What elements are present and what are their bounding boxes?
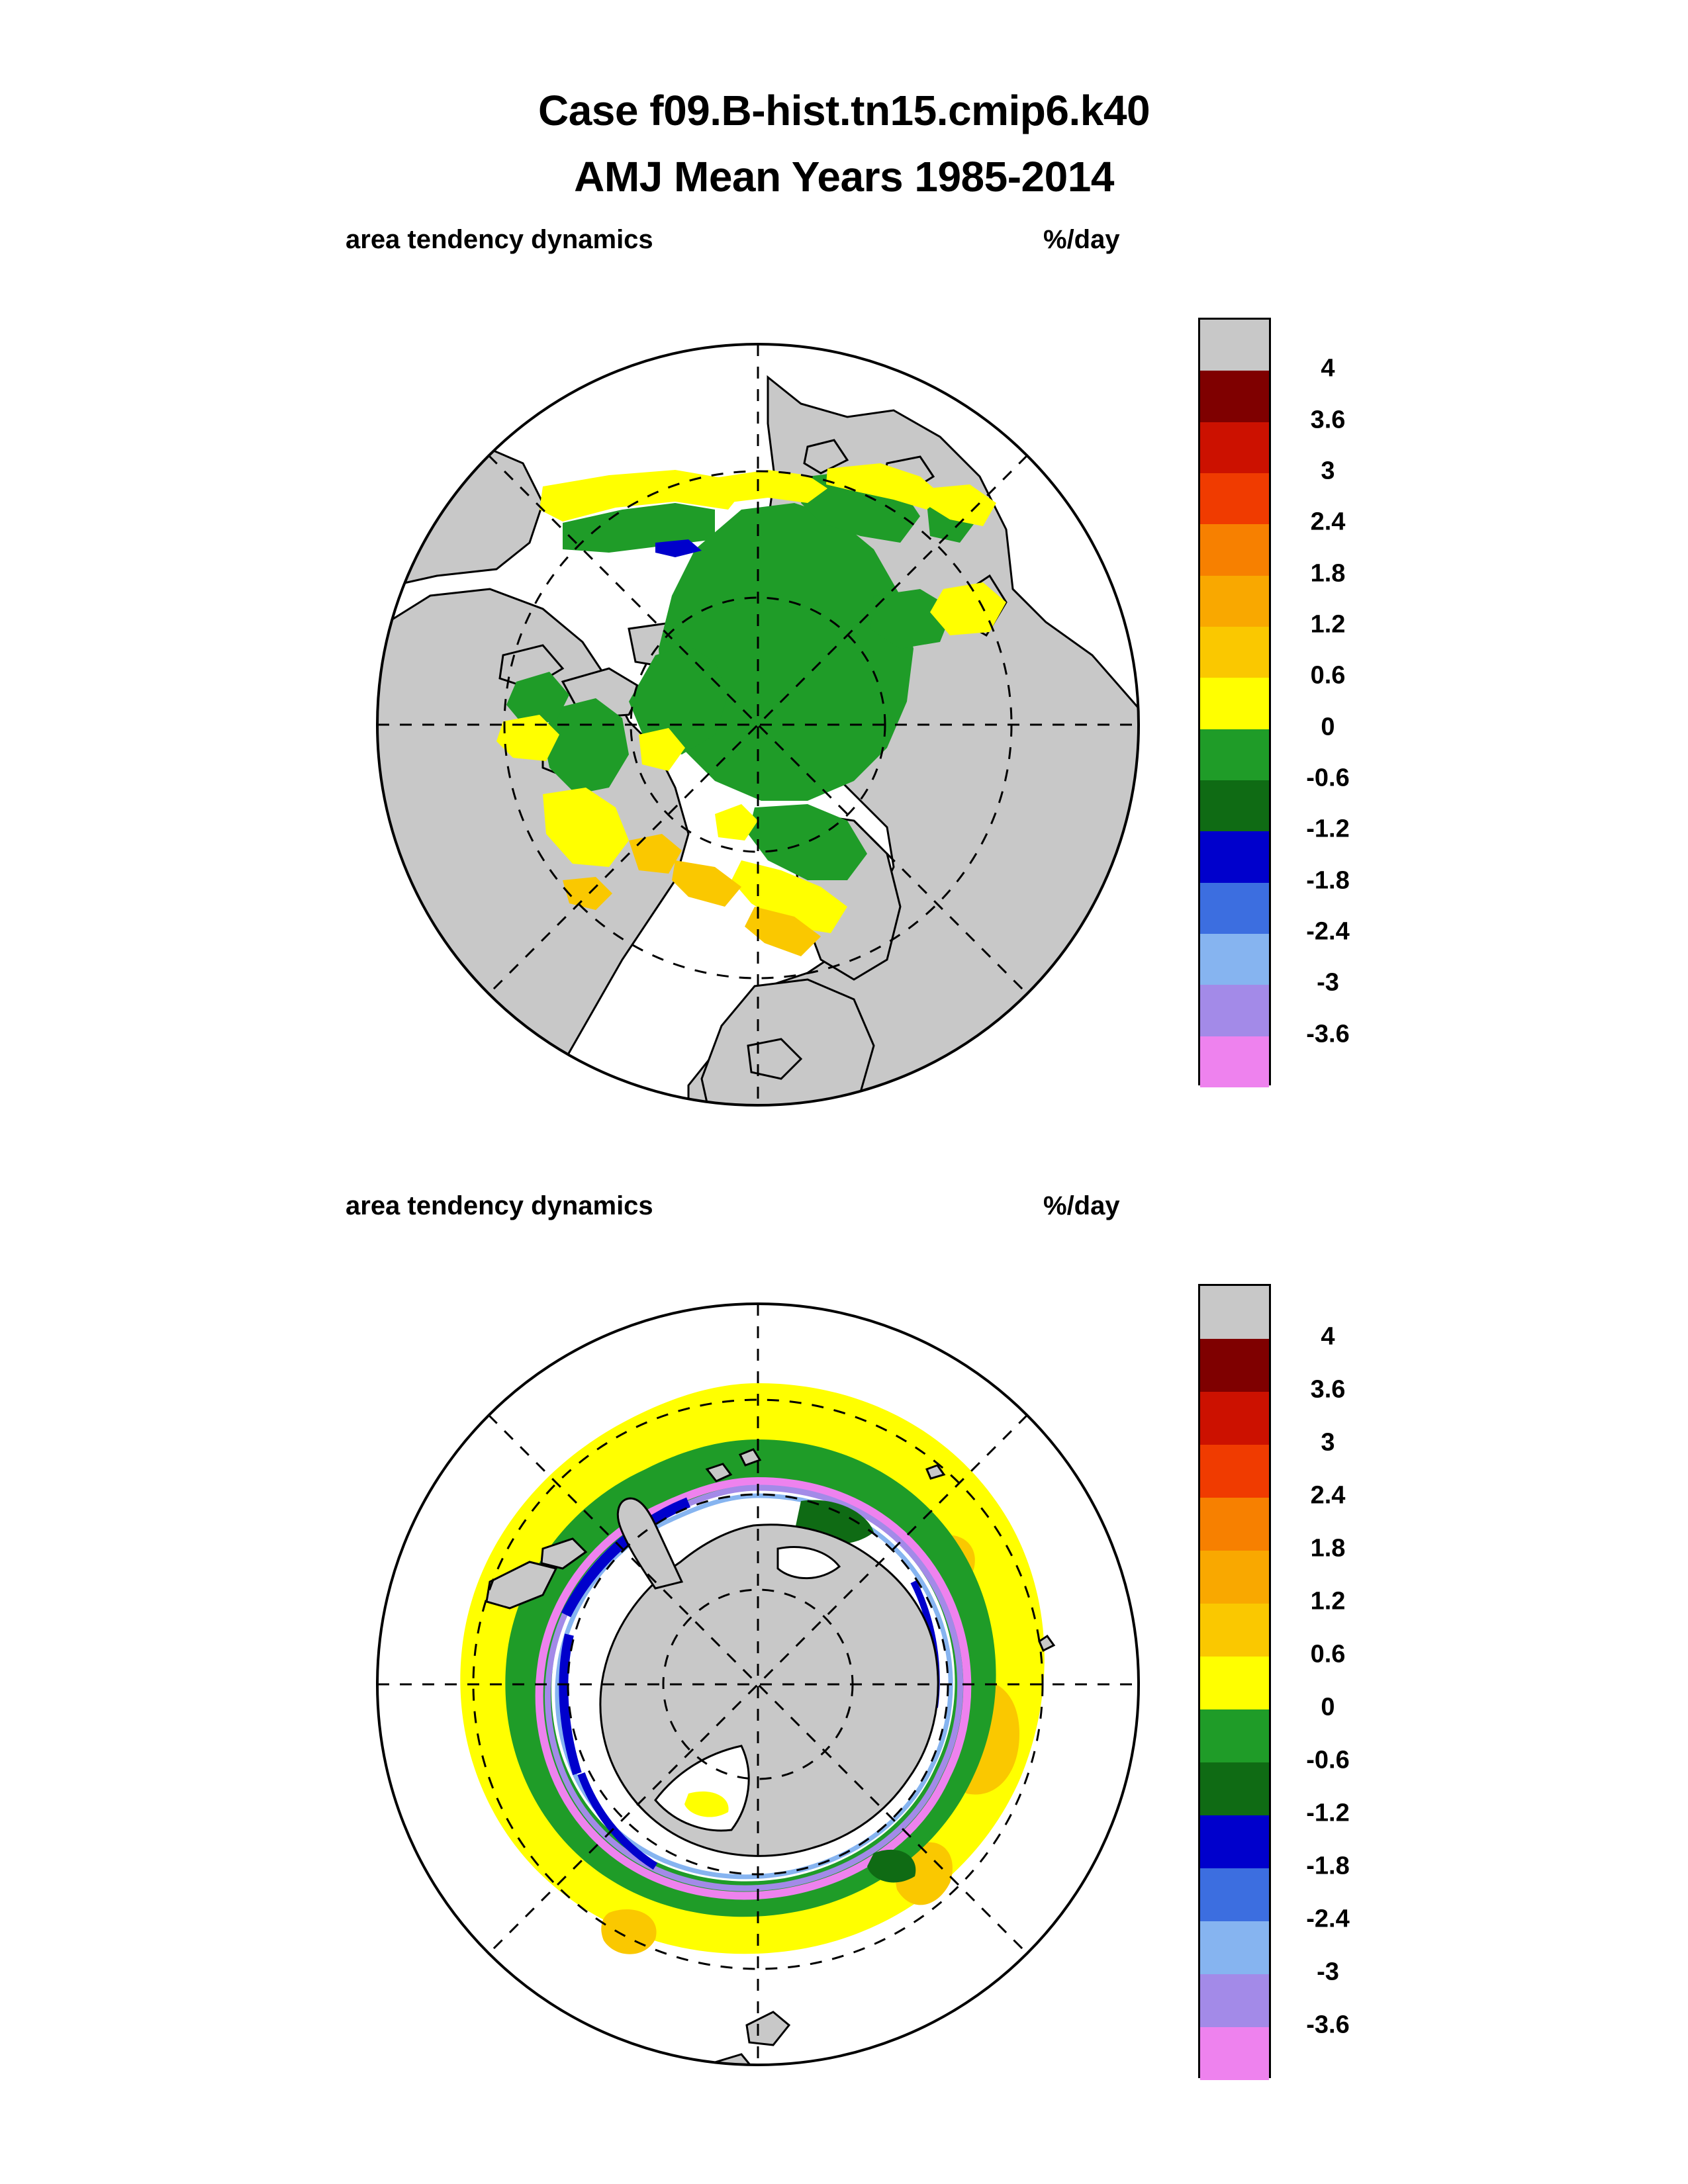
colorbar-tick-label: 0 xyxy=(1321,1693,1335,1721)
colorbar-tick-label: 1.8 xyxy=(1310,559,1346,588)
arctic-colorbar xyxy=(1198,318,1397,1085)
colorbar-swatch xyxy=(1200,1762,1269,1815)
colorbar-tick-label: -3.6 xyxy=(1306,2011,1350,2039)
colorbar-tick-label: 3 xyxy=(1321,1428,1335,1457)
arctic-colorbar-labels xyxy=(1282,318,1387,1085)
colorbar-tick-label: -1.8 xyxy=(1306,1852,1350,1880)
arctic-map-svg xyxy=(344,311,1172,1138)
colorbar-tick-label: 1.2 xyxy=(1310,610,1346,639)
colorbar-swatch xyxy=(1200,320,1269,371)
colorbar-tick-label: 2.4 xyxy=(1310,1481,1346,1510)
colorbar-swatch xyxy=(1200,2027,1269,2080)
colorbar-swatch xyxy=(1200,831,1269,882)
colorbar-tick-label: 0.6 xyxy=(1310,661,1346,690)
colorbar-swatch xyxy=(1200,1974,1269,2027)
antarctic-units-label: %/day xyxy=(1043,1191,1120,1220)
colorbar-swatch xyxy=(1200,1036,1269,1087)
colorbar-swatch xyxy=(1200,1498,1269,1551)
colorbar-tick-label: -1.2 xyxy=(1306,1799,1350,1827)
colorbar-swatch xyxy=(1200,1286,1269,1339)
colorbar-tick-label: 1.8 xyxy=(1310,1534,1346,1563)
antarctic-colorbar-strip xyxy=(1198,1284,1271,2078)
colorbar-swatch xyxy=(1200,1551,1269,1604)
arctic-colorbar-strip xyxy=(1198,318,1271,1085)
colorbar-tick-label: 0 xyxy=(1321,713,1335,741)
antarctic-variable-label: area tendency dynamics xyxy=(346,1191,653,1220)
colorbar-tick-label: -0.6 xyxy=(1306,1746,1350,1774)
colorbar-swatch xyxy=(1200,678,1269,729)
colorbar-swatch xyxy=(1200,934,1269,985)
antarctic-colorbar xyxy=(1198,1284,1397,2078)
arctic-variable-label: area tendency dynamics xyxy=(346,225,653,254)
colorbar-swatch xyxy=(1200,473,1269,524)
colorbar-tick-label: -1.2 xyxy=(1306,815,1350,843)
antarctic-colorbar-labels xyxy=(1282,1284,1387,2078)
colorbar-swatch xyxy=(1200,883,1269,934)
colorbar-tick-label: 3.6 xyxy=(1310,406,1346,434)
colorbar-tick-label: 2.4 xyxy=(1310,508,1346,536)
colorbar-tick-label: -0.6 xyxy=(1306,764,1350,792)
colorbar-tick-label: 0.6 xyxy=(1310,1640,1346,1668)
colorbar-tick-label: -3 xyxy=(1317,968,1339,997)
arctic-map xyxy=(344,311,1172,1138)
colorbar-tick-label: 1.2 xyxy=(1310,1587,1346,1615)
colorbar-tick-label: -1.8 xyxy=(1306,866,1350,895)
colorbar-swatch xyxy=(1200,1392,1269,1445)
page-title-line-2: AMJ Mean Years 1985-2014 xyxy=(574,153,1114,201)
colorbar-swatch xyxy=(1200,1657,1269,1709)
colorbar-tick-label: 4 xyxy=(1321,354,1335,383)
arctic-units-label: %/day xyxy=(1043,225,1120,254)
colorbar-swatch xyxy=(1200,780,1269,831)
antarctic-map xyxy=(344,1271,1172,2098)
colorbar-swatch xyxy=(1200,1339,1269,1392)
colorbar-swatch xyxy=(1200,1815,1269,1868)
colorbar-tick-label: 3.6 xyxy=(1310,1375,1346,1404)
colorbar-swatch xyxy=(1200,1445,1269,1498)
colorbar-tick-label: 4 xyxy=(1321,1322,1335,1351)
colorbar-swatch xyxy=(1200,422,1269,473)
page-title-line-1: Case f09.B-hist.tn15.cmip6.k40 xyxy=(538,87,1150,134)
colorbar-swatch xyxy=(1200,1868,1269,1921)
colorbar-swatch xyxy=(1200,627,1269,678)
colorbar-tick-label: -2.4 xyxy=(1306,917,1350,946)
colorbar-swatch xyxy=(1200,985,1269,1036)
colorbar-swatch xyxy=(1200,576,1269,627)
colorbar-swatch xyxy=(1200,1604,1269,1657)
colorbar-swatch xyxy=(1200,729,1269,780)
colorbar-swatch xyxy=(1200,1709,1269,1762)
antarctic-map-svg xyxy=(344,1271,1172,2098)
colorbar-tick-label: -3.6 xyxy=(1306,1020,1350,1048)
colorbar-swatch xyxy=(1200,1921,1269,1974)
colorbar-tick-label: 3 xyxy=(1321,457,1335,485)
colorbar-swatch xyxy=(1200,371,1269,422)
colorbar-tick-label: -3 xyxy=(1317,1958,1339,1986)
colorbar-swatch xyxy=(1200,524,1269,575)
colorbar-tick-label: -2.4 xyxy=(1306,1905,1350,1933)
